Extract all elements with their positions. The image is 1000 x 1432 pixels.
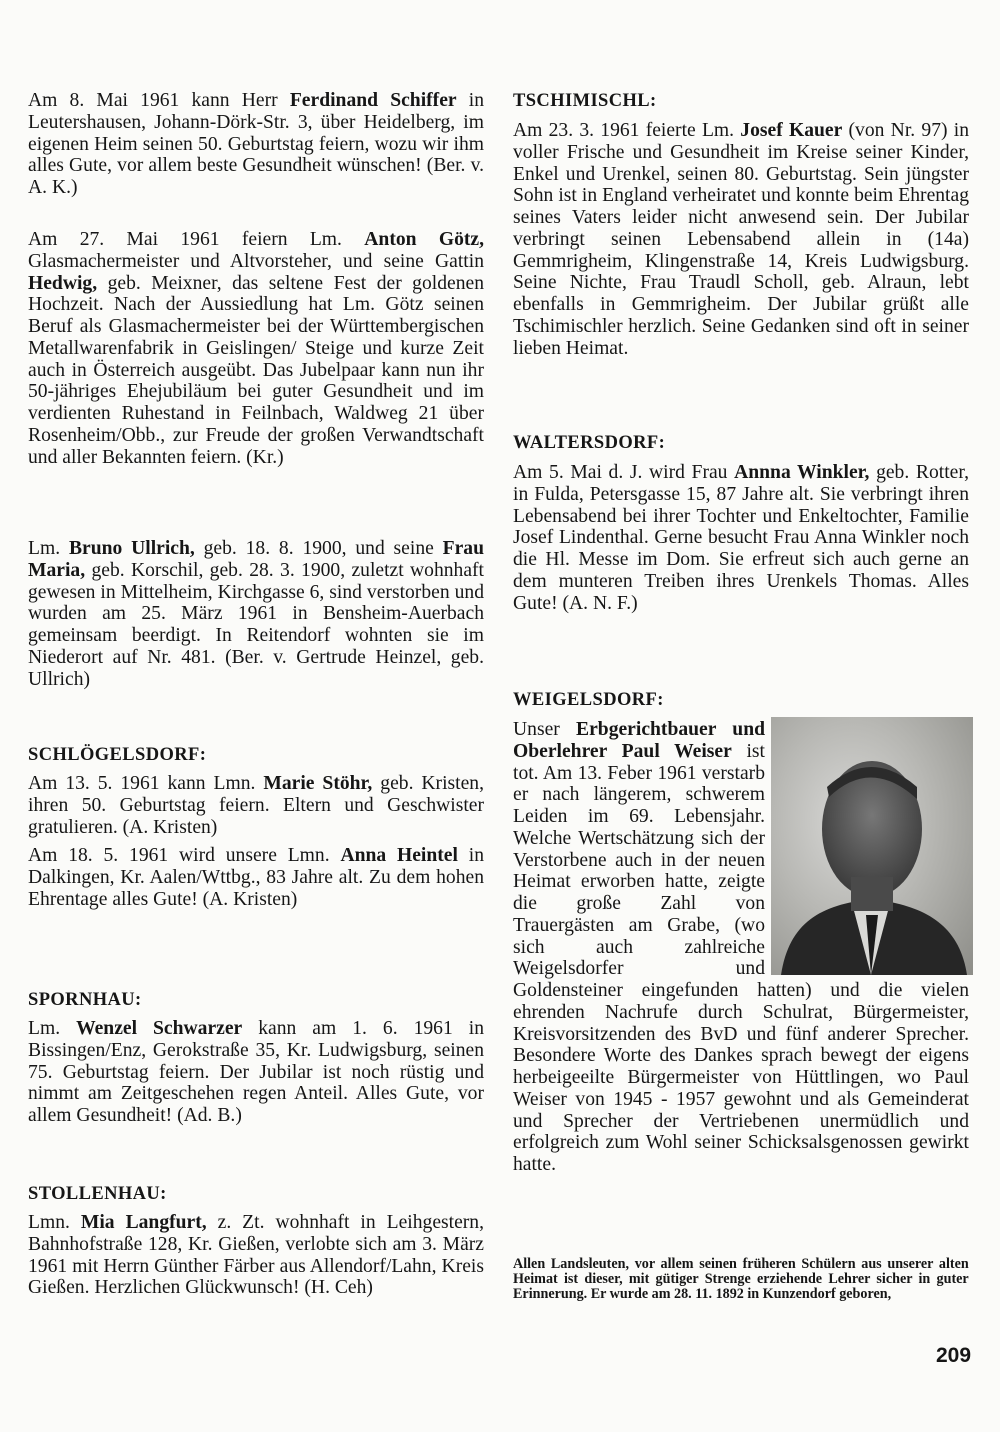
article-paragraph [28,90,484,199]
name-emphasis: Josef Kauer [740,120,843,141]
name-emphasis: Ferdinand Schiffer [289,90,457,111]
text-run: Am 23. 3. 1961 feierte Lm. [513,120,741,141]
text-run: Lmn. [28,1212,81,1233]
article-paragraph [28,773,484,838]
text-run: geb. Korschil, geb. 28. 3. 1900, zuletzt wohnhaft gewesen in Mittelheim, Kirchgasse 6, sind verstorben und wurden am 25. März 1961 in Bensheim-Auerbach gemeinsam beerdigt. In Reitendorf wohnten sie im Niederort auf Nr. 481. (Ber. v. Gertrude Heinzel, geb. Ullrich) [28,559,484,690]
text-run: Am 13. 5. 1961 kann Lmn. [28,773,264,794]
article-paragraph [28,1018,484,1127]
section-stollenhau [28,1183,484,1299]
name-emphasis: Bruno Ullrich, [68,538,195,559]
section-heading: STOLLENHAU: [28,1184,167,1204]
text-run: Unser [513,719,577,740]
page-number: 209 [936,1344,972,1367]
text-run: geb. Meixner, das seltene Fest der goldenen Hochzeit. Nach der Aussiedlung hat Lm. Götz seinen Beruf als Glasmachermeister bei der Württembergischen Metallwarenfabrik in Geislingen/ Steige und kurze Zeit auch in Österreich ausgeübt. Das Jubelpaar kann nun ihr 50-jähriges Ehejubiläum bei guter Gesundheit und im verdienten Ruhestand in Feilnbach, Waldweg 21 über Rosenheim/Obb., zur Freude der großen Verwandtschaft und aller Bekannten feiern. (Kr.) [28,272,484,468]
text-run: Glasmachermeister und Altvorsteher, und seine Gattin [28,250,484,272]
article-paragraph [28,229,484,468]
text-run: Am 27. Mai 1961 feiern Lm. [28,229,365,250]
text-run: in Dalkingen, Kr. Aalen/Wttbg., 83 Jahre alt. Zu dem hohen Ehrentage alles Gute! (A. Kristen) [28,845,484,910]
text-run: in Leutershausen, Johann-Dörk-Str. 3, über Heidelberg, im eigenen Heim seinen 50. Geburtstag feiern, wozu wir ihm alles Gute, vor allem beste Gesundheit wünschen! (Ber. v. A. K.) [28,90,485,198]
portrait-figure-icon [771,717,973,975]
text-run: ist tot. Am 13. Feber 1961 verstarb er nach längerem, schwerem Leiden im 69. Lebensjahr. Welche Wertschätzung sich der Verstorbene auch in der neuen Heimat erworben hatte, zeigte die große Zahl von Trauergästen am Grabe, (wo sich auch zahlreiche Weigelsdorfer und Goldensteiner eingefunden hatten) und die vielen ehrenden Nachrufe durch Schulrat, Bürgermeister, Kreisvorsitzenden des BvD und fünf anderer Sprecher. Besondere Worte des Dankes sprach bewegt der eigens herbeigeeilte Bürgermeister von Hüttlingen, wo Paul Weiser von 1945 - 1957 gewohnt und als Gemeinderat und Sprecher der Vertriebenen unermüdlich und erfolgreich zum Wohl seiner Schicksalsgenossen gewirkt hatte. [513,740,969,1175]
section-spornhau [28,989,484,1127]
name-emphasis: Annna Winkler, [734,462,870,483]
text-run: kann am 1. 6. 1961 in Bissingen/Enz, Gerokstraße 35, Kr. Ludwigsburg, seinen 75. Geburtstag feiern. Der Jubilar ist noch rüstig und nimmt am Zeitgeschehen regen Anteil. Alles Gute, vor allem Gesundheit! (Ad. B.) [28,1018,484,1126]
portrait-photo [771,717,973,975]
section-tschimischl [513,90,969,359]
article-paragraph [513,120,969,359]
article-paragraph [28,845,484,910]
text-run: Am 8. Mai 1961 kann Herr [28,90,290,111]
article-paragraph [513,462,969,614]
section-schloegelsdorf [28,744,484,911]
section-heading: WALTERSDORF: [513,433,666,453]
section-waltersdorf [513,432,969,614]
section-weigelsdorf [513,689,969,1176]
section-heading: WEIGELSDORF: [513,690,664,710]
text-run: geb. 18. 8. 1900, und seine [194,538,443,559]
name-emphasis: Wenzel Schwarzer [76,1018,243,1039]
text-run: geb. Kristen, ihren 50. Geburtstag feiern. Eltern und Geschwister gratulieren. (A. Kristen) [28,773,484,838]
name-emphasis: Marie Stöhr, [263,773,373,794]
text-run: Am 5. Mai d. J. wird Frau [513,462,735,483]
text-run: Lm. [28,538,69,559]
text-run: Lm. [28,1018,77,1039]
section-heading: SCHLÖGELSDORF: [28,745,207,765]
text-run: z. Zt. wohnhaft in Leihgestern, Bahnhofstraße 128, Kr. Gießen, verlobte sich am 3. März 1961 mit Herrn Günther Färber aus Allendorf/Lahn, Kreis Gießen. Herzlichen Glückwunsch! (H. Ceh) [28,1212,484,1299]
name-emphasis: Erbgerichtbauer und Oberlehrer Paul Weiser [513,719,765,762]
article-paragraph [28,1212,484,1299]
name-emphasis: Anton Götz, [364,229,484,250]
obituary-footnote: Allen Landsleuten, vor allem seinen früheren Schülern aus unserer alten Heimat ist dieser, mit gütiger Strenge erziehende Lehrer sicher in guter Erinnerung. Er wurde am 28. 11. 1892 in Kunzendorf geboren, [513,1255,969,1302]
text-run: (von Nr. 97) in voller Frische und Gesundheit im Kreise seiner Kinder, Enkel und Urenkel, seinen 80. Geburtstag. Sein jüngster Sohn ist in England verheiratet und konnte beim Ehrentag seines Vaters leider nicht anwesend sein. Der Jubilar verbringt seinen Lebensabend allein in (14a) Gemmrigheim, Klingenstraße 14, Kreis Ludwigsburg. Seine Nichte, Frau Traudl Scholl, geb. Alraun, lebt ebenfalls in Gemmrigheim. Der Jubilar grüßt alle Tschimischler herzlich. Seine Gedanken sind oft in seiner lieben Heimat. [513,120,969,359]
article-paragraph [28,538,484,690]
section-heading: SPORNHAU: [28,990,142,1010]
name-emphasis: Anna Heintel [340,845,458,867]
name-emphasis: Mia Langfurt, [80,1212,207,1233]
section-heading: TSCHIMISCHL: [513,91,657,111]
name-emphasis: Hedwig, [28,272,98,294]
text-run: geb. Rotter, in Fulda, Petersgasse 15, 87 Jahre alt. Sie verbringt ihren Lebensabend bei ihrer Tochter und Enkeltochter, Familie Josef Lindenthal. Gerne besucht Frau Anna Winkler noch die Hl. Messe im Dom. Sie erfreut sich auch gerne an dem munteren Treiben ihres Urenkels Thomas. Alles Gute! (A. N. F.) [513,462,969,614]
text-run: Am 18. 5. 1961 wird unsere Lmn. [28,845,341,867]
name-emphasis: Frau Maria, [28,538,484,581]
